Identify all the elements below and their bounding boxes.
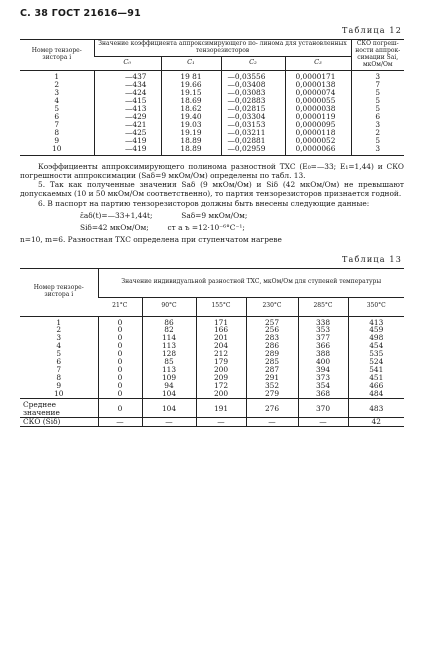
- table-cell: 451: [348, 374, 404, 382]
- table-cell: 0: [98, 382, 142, 390]
- table-row: [20, 326, 404, 334]
- table-cell: 0,0000052: [285, 137, 351, 145]
- table-cell: 0: [98, 390, 142, 398]
- table-row: [20, 145, 404, 155]
- table-cell: 0,0000055: [285, 97, 351, 105]
- table-cell: 394: [298, 366, 348, 374]
- table-cell: 85: [142, 358, 196, 366]
- table-cell: 373: [298, 374, 348, 382]
- table-row: [20, 316, 404, 326]
- table-cell: 3: [351, 70, 404, 80]
- table-cell: 0,0000074: [285, 89, 351, 97]
- formula-si: Siδ=42 мкОм/Ом;: [80, 223, 149, 232]
- table-cell: 354: [298, 382, 348, 390]
- table-cell: 368: [298, 390, 348, 398]
- table-cell: 104: [142, 399, 196, 418]
- table-row: [20, 342, 404, 350]
- table-cell: —0,03153: [221, 121, 285, 129]
- table-cell: 366: [298, 342, 348, 350]
- table-cell: 166: [196, 326, 246, 334]
- table-cell: 3: [351, 145, 404, 155]
- table-13-temp-header: 155°C: [196, 297, 246, 316]
- table-cell: 5: [56, 349, 62, 359]
- table-12-sub-c2: C₂: [221, 56, 285, 70]
- table-row: [20, 121, 404, 129]
- table-cell: 6: [54, 111, 60, 121]
- table-cell: 0: [98, 358, 142, 366]
- table-cell: —419: [94, 145, 161, 155]
- formula-sa: Sаδ=9 мкОм/Ом;: [181, 210, 248, 220]
- table-cell: 285: [246, 358, 298, 366]
- table-13-caption: Таблица 13: [342, 254, 402, 264]
- table-cell: 459: [348, 326, 404, 334]
- table-cell: —0,02959: [221, 145, 285, 155]
- table-cell: 535: [348, 350, 404, 358]
- table-cell: —: [298, 418, 348, 427]
- table-cell: 5: [351, 137, 404, 145]
- table-cell: —429: [94, 113, 161, 121]
- table-13-mean-row: [20, 399, 404, 418]
- paragraph-item-6: 6. В паспорт на партию тензорезисторов должны быть внесены следующие данные:: [38, 198, 370, 208]
- table-cell: 10: [52, 143, 62, 153]
- table-cell: 113: [142, 366, 196, 374]
- table-row: [20, 105, 404, 113]
- table-cell: 9: [54, 135, 60, 145]
- table-cell: 5: [351, 97, 404, 105]
- table-cell: 0: [98, 366, 142, 374]
- table-cell: 370: [298, 399, 348, 418]
- table-cell: 4: [56, 341, 62, 351]
- table-row: [20, 70, 404, 80]
- table-row: [20, 382, 404, 390]
- table-12: [20, 39, 404, 156]
- table-cell: 0: [98, 374, 142, 382]
- table-cell: 377: [298, 334, 348, 342]
- table-12-caption: Таблица 12: [342, 25, 402, 35]
- table-cell: 19.15: [161, 89, 221, 97]
- table-12-col-sko: СКО погреш- ности аппрок- симации Sаi, мкОм/Ом: [351, 39, 404, 70]
- table-row: [20, 350, 404, 358]
- table-cell: 283: [246, 334, 298, 342]
- table-cell: 483: [348, 399, 404, 418]
- table-cell: 257: [246, 316, 298, 326]
- table-row: [20, 334, 404, 342]
- table-13-sko-row: [20, 418, 404, 427]
- formula-line-1: [80, 211, 404, 220]
- table-cell: 18.89: [161, 137, 221, 145]
- table-cell: —415: [94, 97, 161, 105]
- table-row: [20, 374, 404, 382]
- table-row: [20, 366, 404, 374]
- table-cell: 2: [54, 79, 60, 89]
- table-cell: 0: [98, 350, 142, 358]
- table-cell: —425: [94, 129, 161, 137]
- table-cell: 353: [298, 326, 348, 334]
- table-row: [20, 97, 404, 105]
- table-cell: 10: [54, 389, 64, 399]
- table-cell: —: [142, 418, 196, 427]
- table-12-sub-c3: C₃: [285, 56, 351, 70]
- table-13-temp-header: 350°C: [348, 297, 404, 316]
- table-cell: 0,0000066: [285, 145, 351, 155]
- table-12-col-number: Номер тензоре- зистора i: [20, 39, 94, 70]
- table-cell: —0,03408: [221, 81, 285, 89]
- table-cell: 291: [246, 374, 298, 382]
- table-cell: 9: [56, 381, 62, 391]
- table-cell: 2: [351, 129, 404, 137]
- table-cell: 0: [98, 326, 142, 334]
- formula-line-2: [80, 223, 404, 232]
- table-cell: 0: [98, 399, 142, 418]
- table-cell: 0,0000038: [285, 105, 351, 113]
- table-cell: 200: [196, 366, 246, 374]
- table-cell: 86: [142, 316, 196, 326]
- table-cell: 286: [246, 342, 298, 350]
- table-cell: 94: [142, 382, 196, 390]
- table-cell: 109: [142, 374, 196, 382]
- table-cell: 19.03: [161, 121, 221, 129]
- table-cell: —0,03211: [221, 129, 285, 137]
- table-cell: 338: [298, 316, 348, 326]
- table-13-temp-header: 21°C: [98, 297, 142, 316]
- table-13-temp-header: 230°C: [246, 297, 298, 316]
- table-cell: 289: [246, 350, 298, 358]
- table-13-temp-header: 90°C: [142, 297, 196, 316]
- table-cell: —0,03304: [221, 113, 285, 121]
- table-cell: 18.89: [161, 145, 221, 155]
- table-cell: 287: [246, 366, 298, 374]
- table-cell: —434: [94, 81, 161, 89]
- table-row: [20, 358, 404, 366]
- table-cell: 1: [54, 71, 60, 81]
- table-row: [20, 129, 404, 137]
- table-cell: 212: [196, 350, 246, 358]
- table-cell: 3: [351, 121, 404, 129]
- table-cell: 179: [196, 358, 246, 366]
- table-cell: 454: [348, 342, 404, 350]
- table-cell: 5: [54, 103, 60, 113]
- table-cell: —419: [94, 137, 161, 145]
- table-cell: —: [196, 418, 246, 427]
- table-cell: 466: [348, 382, 404, 390]
- table-cell: 3: [56, 333, 62, 343]
- table-13-mean-label: Среднее значение: [20, 399, 98, 418]
- table-cell: —413: [94, 105, 161, 113]
- table-cell: 388: [298, 350, 348, 358]
- table-cell: 524: [348, 358, 404, 366]
- table-12-sub-c1: C₁: [161, 56, 221, 70]
- table-13-group-header: Значение индивидуальной разностной ТХС, мкОм/Ом для ступеней температуры: [98, 268, 404, 297]
- table-cell: 484: [348, 390, 404, 398]
- table-cell: 204: [196, 342, 246, 350]
- table-cell: 8: [54, 127, 60, 137]
- table-cell: 7: [56, 365, 62, 375]
- table-row: [20, 113, 404, 121]
- table-cell: 6: [351, 113, 404, 121]
- table-cell: —0,03083: [221, 89, 285, 97]
- formula-alpha: ст а ъ =12·10⁻⁶°C⁻¹;: [167, 223, 245, 232]
- table-cell: 18.69: [161, 97, 221, 105]
- table-cell: 42: [348, 418, 404, 427]
- table-cell: 209: [196, 374, 246, 382]
- table-cell: 19.19: [161, 129, 221, 137]
- table-cell: 172: [196, 382, 246, 390]
- table-cell: —: [246, 418, 298, 427]
- table-cell: —: [98, 418, 142, 427]
- table-cell: —0,02881: [221, 137, 285, 145]
- table-cell: 0,0000095: [285, 121, 351, 129]
- table-cell: —424: [94, 89, 161, 97]
- table-13-temp-header: 285°C: [298, 297, 348, 316]
- table-cell: 201: [196, 334, 246, 342]
- table-cell: —421: [94, 121, 161, 129]
- page-header: С. 38 ГОСТ 21616—91: [20, 8, 141, 19]
- table-cell: 82: [142, 326, 196, 334]
- table-cell: 352: [246, 382, 298, 390]
- table-cell: —0,02815: [221, 105, 285, 113]
- table-cell: 113: [142, 342, 196, 350]
- table-row: [20, 89, 404, 97]
- table-cell: 541: [348, 366, 404, 374]
- table-cell: 8: [56, 373, 62, 383]
- table-cell: —0,02883: [221, 97, 285, 105]
- table-cell: 2: [56, 325, 62, 335]
- table-cell: 18.62: [161, 105, 221, 113]
- table-cell: 498: [348, 334, 404, 342]
- table-cell: 0: [98, 316, 142, 326]
- table-cell: 19.66: [161, 81, 221, 89]
- table-13-sko-label: СКО (Siδ): [20, 418, 98, 427]
- table-cell: 7: [54, 119, 60, 129]
- table-cell: 3: [54, 87, 60, 97]
- paragraph-item-5: 5. Так как полученные значения Sаδ (9 мкОм/Ом) и Siδ (42 мкОм/Ом) не превышают допускаемых (10 и 50 мкОм/Ом соответственно), то партия тензорезисторов признается годной.: [20, 180, 404, 199]
- table-cell: 19.40: [161, 113, 221, 121]
- table-12-group-header: Значение коэффициента аппроксимирующего по- линома для установленных тензорезисторов: [94, 39, 351, 56]
- table-row: [20, 81, 404, 89]
- table-cell: 0: [98, 342, 142, 350]
- table-cell: 0,0000138: [285, 81, 351, 89]
- table-cell: 5: [351, 89, 404, 97]
- table-cell: 171: [196, 316, 246, 326]
- paragraph-heating: n=10, m=6. Разностная ТХС определена при ступенчатом нагреве: [20, 235, 282, 245]
- table-cell: —0,03556: [221, 70, 285, 80]
- table-cell: 0,0000119: [285, 113, 351, 121]
- table-cell: 276: [246, 399, 298, 418]
- table-cell: 279: [246, 390, 298, 398]
- table-cell: 0,0000171: [285, 70, 351, 80]
- table-cell: 104: [142, 390, 196, 398]
- table-cell: 5: [351, 105, 404, 113]
- table-cell: 7: [351, 81, 404, 89]
- table-cell: 6: [56, 357, 62, 367]
- table-cell: 114: [142, 334, 196, 342]
- formula-txc: ε̄аδ(t)=—33+1,44t;: [80, 210, 153, 220]
- table-row: [20, 390, 404, 398]
- table-cell: 400: [298, 358, 348, 366]
- table-cell: 19 81: [161, 70, 221, 80]
- table-12-sub-c0: C₀: [94, 56, 161, 70]
- paragraph-coefficients: Коэффициенты аппроксимирующего полинома разностной ТХС (E₀=—33; E₁=1,44) и СКО погрешности аппроксимации (Sаδ=9 мкОм/Ом) определены по табл. 13.: [20, 161, 404, 180]
- table-cell: 413: [348, 316, 404, 326]
- table-13: [20, 268, 404, 428]
- table-cell: 1: [56, 317, 62, 327]
- table-cell: —437: [94, 70, 161, 80]
- table-cell: 4: [54, 95, 60, 105]
- table-cell: 200: [196, 390, 246, 398]
- table-cell: 0: [98, 334, 142, 342]
- table-row: [20, 137, 404, 145]
- table-cell: 128: [142, 350, 196, 358]
- table-cell: 0,0000118: [285, 129, 351, 137]
- table-cell: 256: [246, 326, 298, 334]
- table-13-col-number: Номер тензоре- зистора i: [20, 268, 98, 316]
- table-cell: 191: [196, 399, 246, 418]
